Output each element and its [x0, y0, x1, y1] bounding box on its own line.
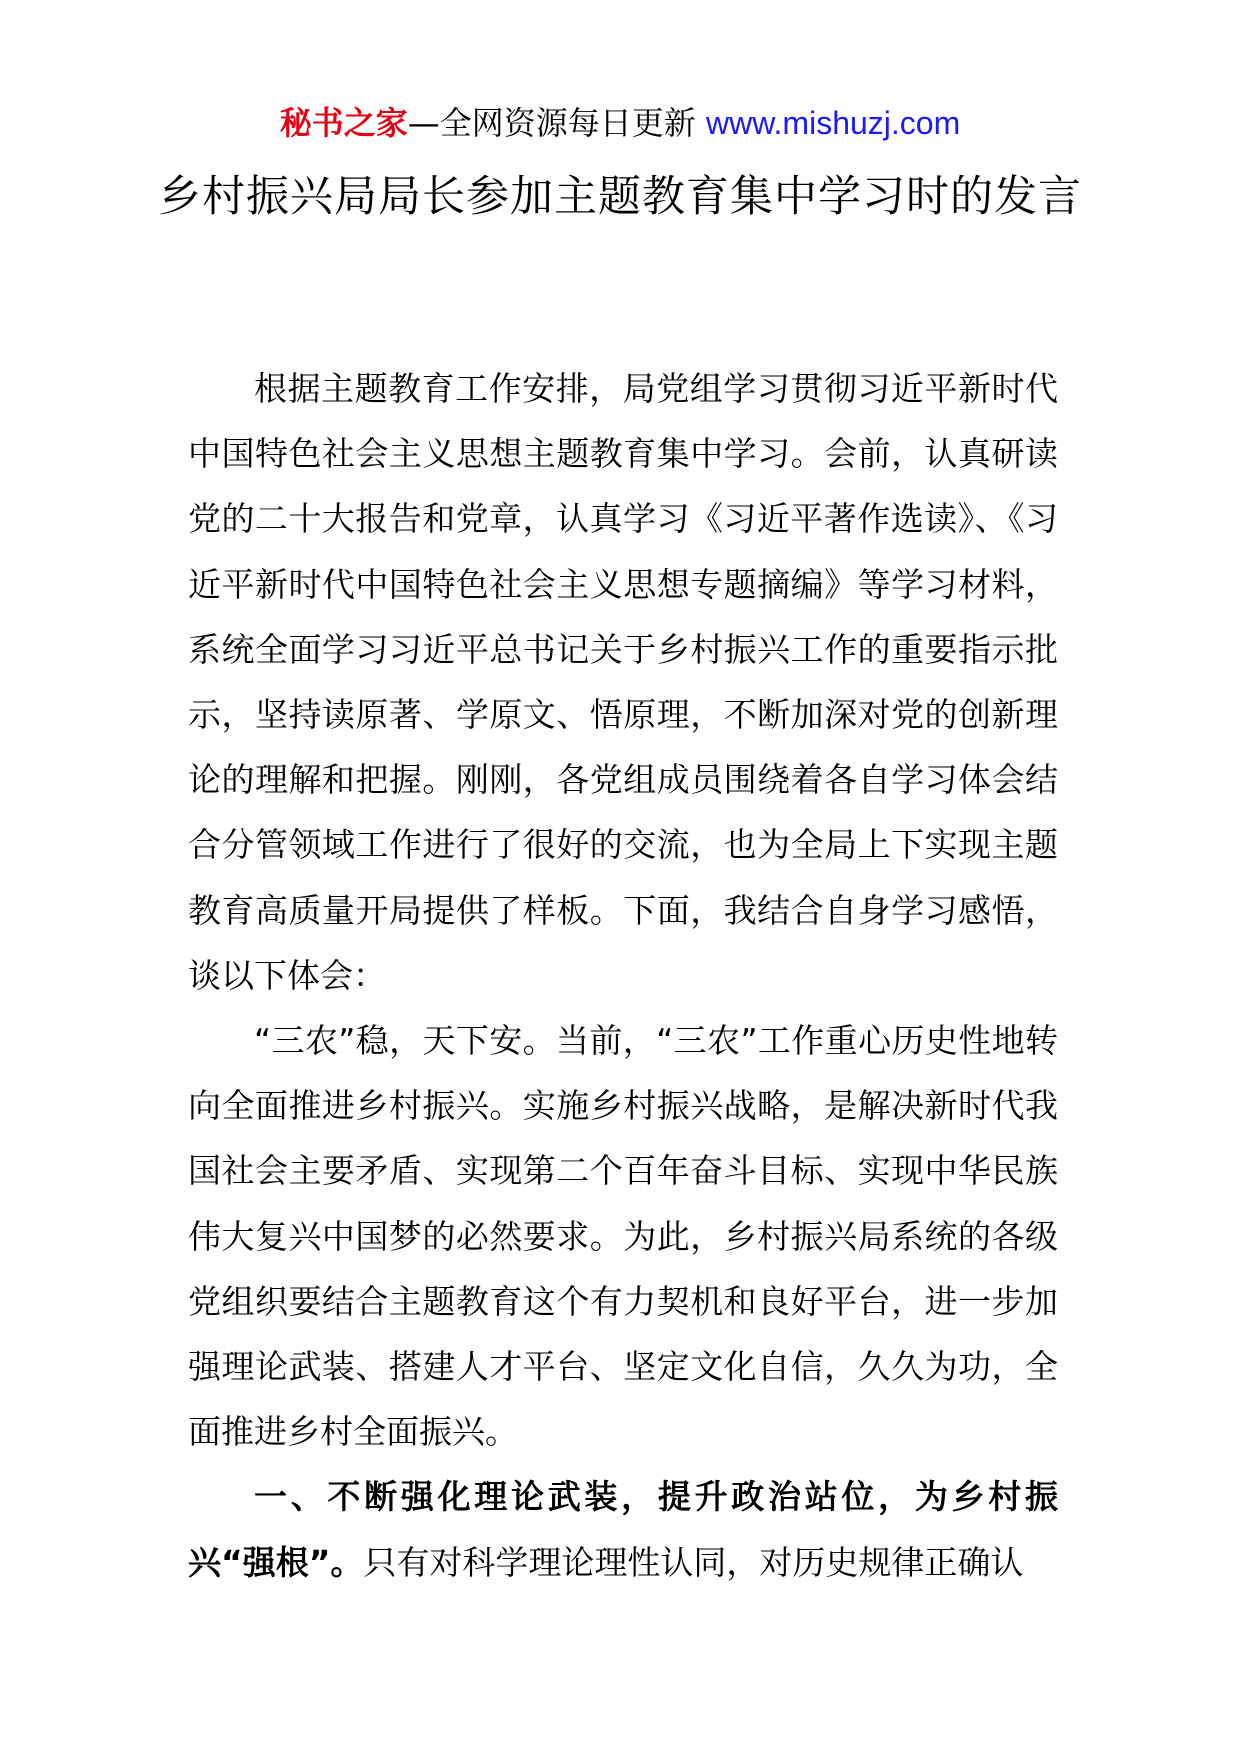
- site-brand: 秘书之家: [279, 104, 408, 142]
- paragraph-intro: 根据主题教育工作安排，局党组学习贯彻习近平新时代中国特色社会主义思想主题教育集中学习。会前，认真研读党的二十大报告和党章，认真学习《习近平著作选读》、《习近平新时代中国特色社会主义思想专题摘编》等学习材料，系统全面学习习近平总书记关于乡村振兴工作的重要指示批示，坚持读原著、学原文、悟原理，不断加深对党的创新理论的理解和把握。刚刚，各党组成员围绕着各自学习体会结合分管领域工作进行了很好的交流，也为全局上下实现主题教育高质量开局提供了样板。下面，我结合自身学习感悟，谈以下体会：: [188, 369, 1058, 995]
- paragraph-section-one: [188, 1464, 1058, 1594]
- document-body: [188, 356, 1058, 1595]
- section-one-heading: 一、不断强化理论武装，提升政治站位，为乡村振兴“强根”。: [188, 1477, 1058, 1582]
- site-url-link[interactable]: www.mishuzj.com: [705, 105, 961, 141]
- section-one-text: 只有对科学理论理性认同，对历史规律正确认: [363, 1542, 1024, 1582]
- site-slogan: —全网资源每日更新: [407, 104, 706, 142]
- site-header: [0, 100, 1240, 146]
- document-title: 乡村振兴局局长参加主题教育集中学习时的发言: [158, 172, 1082, 222]
- paragraph-sannong: “三农”稳，天下安。当前，“三农”工作重心历史性地转向全面推进乡村振兴。实施乡村振兴战略，是解决新时代我国社会主要矛盾、实现第二个百年奋斗目标、实现中华民族伟大复兴中国梦的必然要求。为此，乡村振兴局系统的各级党组织要结合主题教育这个有力契机和良好平台，进一步加强理论武装、搭建人才平台、坚定文化自信，久久为功，全面推进乡村全面振兴。: [188, 1021, 1058, 1452]
